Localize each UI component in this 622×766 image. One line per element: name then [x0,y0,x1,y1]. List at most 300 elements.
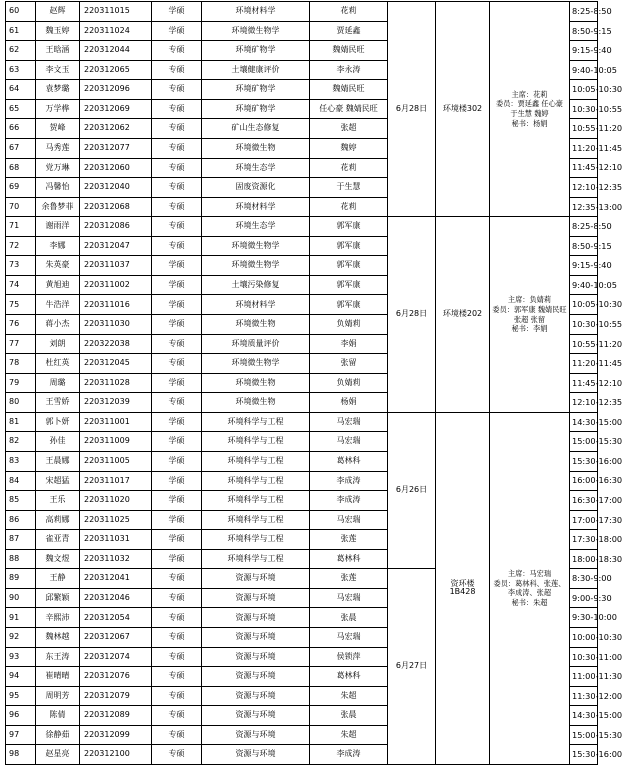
advisor: 张莲 [310,530,388,550]
student-id: 220311030 [80,315,152,335]
major: 矿山生态修复 [202,119,310,139]
row-number: 72 [6,236,36,256]
row-number: 66 [6,119,36,139]
committee-line: 委员：贾延鑫 任心豪 [496,99,563,109]
student-name: 雀亚青 [36,530,80,550]
committee-line: 秘书：杨娟 [511,118,548,128]
degree-type: 专硕 [152,608,202,628]
advisor: 李成涛 [310,745,388,765]
student-id: 220311009 [80,432,152,452]
student-name: 高莉娜 [36,510,80,530]
advisor: 李成涛 [310,471,388,491]
major: 环境科学与工程 [202,412,310,432]
student-name: 朱英豪 [36,256,80,276]
row-number: 64 [6,80,36,100]
time-slot: 17:00-17:30 [570,510,598,530]
student-name: 谢雨洋 [36,217,80,237]
advisor: 杨娟 [310,393,388,413]
degree-type: 学硕 [152,510,202,530]
student-id: 220311032 [80,549,152,569]
major: 环境微生物学 [202,236,310,256]
student-id: 220311037 [80,256,152,276]
time-slot: 11:45-12:10 [570,373,598,393]
row-number: 88 [6,549,36,569]
major: 环境生态学 [202,158,310,178]
row-number: 90 [6,588,36,608]
student-id: 220312076 [80,667,152,687]
row-number: 93 [6,647,36,667]
time-slot: 12:10-12:35 [570,393,598,413]
advisor: 负婧莉 [310,373,388,393]
major: 环境微生物 [202,373,310,393]
date-cell: 6月28日 [388,217,436,413]
major: 环境科学与工程 [202,471,310,491]
advisor: 张莲 [310,569,388,589]
degree-type: 专硕 [152,178,202,198]
student-id: 220311028 [80,373,152,393]
advisor: 贾延鑫 [310,21,388,41]
row-number: 62 [6,41,36,61]
time-slot: 16:30-17:00 [570,491,598,511]
student-id: 220312047 [80,236,152,256]
row-number: 97 [6,725,36,745]
row-number: 65 [6,99,36,119]
student-name: 宋超猛 [36,471,80,491]
time-slot: 15:00-15:30 [570,432,598,452]
degree-type: 学硕 [152,530,202,550]
student-name: 魏玉婷 [36,21,80,41]
degree-type: 专硕 [152,569,202,589]
major: 资源与环境 [202,588,310,608]
student-id: 220312060 [80,158,152,178]
committee-line: 主席：马宏瑞 [507,568,552,578]
major: 环境科学与工程 [202,432,310,452]
time-slot: 10:30-11:00 [570,647,598,667]
major: 环境科学与工程 [202,510,310,530]
time-slot: 10:55-11:20 [570,334,598,354]
advisor: 侯锁萍 [310,647,388,667]
row-number: 78 [6,354,36,374]
time-slot: 11:20-11:45 [570,138,598,158]
student-id: 220312100 [80,745,152,765]
major: 环境微生物学 [202,21,310,41]
major: 环境微生物 [202,393,310,413]
student-name: 袁梦璐 [36,80,80,100]
student-id: 220311025 [80,510,152,530]
row-number: 68 [6,158,36,178]
student-name: 魏文煜 [36,549,80,569]
student-id: 220312096 [80,80,152,100]
student-id: 220312089 [80,706,152,726]
student-name: 蒋小杰 [36,315,80,335]
degree-type: 专硕 [152,628,202,648]
degree-type: 专硕 [152,99,202,119]
time-slot: 15:30-16:00 [570,745,598,765]
row-number: 87 [6,530,36,550]
degree-type: 学硕 [152,256,202,276]
row-number: 96 [6,706,36,726]
degree-type: 学硕 [152,432,202,452]
degree-type: 学硕 [152,315,202,335]
student-id: 220312046 [80,588,152,608]
student-id: 220311031 [80,530,152,550]
major: 资源与环境 [202,569,310,589]
degree-type: 专硕 [152,725,202,745]
schedule-body [6,2,622,765]
committee-line: 主席：花莉 [511,89,548,99]
row-number: 79 [6,373,36,393]
time-slot: 9:40-10:05 [570,60,598,80]
time-slot: 9:15-9:40 [570,256,598,276]
advisor: 张晨 [310,608,388,628]
room-cell: 环境楼202 [436,217,490,413]
student-name: 余鲁梦菲 [36,197,80,217]
degree-type: 专硕 [152,393,202,413]
degree-type: 专硕 [152,686,202,706]
row-number: 98 [6,745,36,765]
date-cell: 6月27日 [388,569,436,765]
student-id: 220312054 [80,608,152,628]
degree-type: 专硕 [152,197,202,217]
advisor: 负婧莉 [310,315,388,335]
degree-type: 专硕 [152,217,202,237]
major: 环境科学与工程 [202,491,310,511]
time-slot: 11:00-11:30 [570,667,598,687]
degree-type: 专硕 [152,354,202,374]
committee-line: 秘书：李娟 [511,324,548,334]
student-name: 陈倩 [36,706,80,726]
degree-type: 专硕 [152,745,202,765]
time-slot: 14:30-15:00 [570,412,598,432]
defense-schedule-table [5,1,622,765]
major: 环境微生物学 [202,256,310,276]
student-id: 220312062 [80,119,152,139]
time-slot: 12:35-13:00 [570,197,598,217]
student-id: 220312044 [80,41,152,61]
time-slot: 8:25-8:50 [570,217,598,237]
student-id: 220312067 [80,628,152,648]
degree-type: 专硕 [152,706,202,726]
student-name: 万学桦 [36,99,80,119]
student-id: 220312065 [80,60,152,80]
time-slot: 8:25-8:50 [570,2,598,22]
student-id: 220311020 [80,491,152,511]
row-number: 77 [6,334,36,354]
student-name: 牛浩洋 [36,295,80,315]
row-number: 85 [6,491,36,511]
table-row [6,217,598,237]
student-id: 220312068 [80,197,152,217]
student-name: 东王涛 [36,647,80,667]
student-name: 杜红英 [36,354,80,374]
time-slot: 15:00-15:30 [570,725,598,745]
major: 资源与环境 [202,628,310,648]
major: 资源与环境 [202,686,310,706]
advisor: 郭军康 [310,275,388,295]
advisor: 张留 [310,354,388,374]
student-id: 220312041 [80,569,152,589]
student-id: 220311024 [80,21,152,41]
major: 环境质量评价 [202,334,310,354]
degree-type: 学硕 [152,21,202,41]
degree-type: 学硕 [152,275,202,295]
row-number: 73 [6,256,36,276]
degree-type: 学硕 [152,491,202,511]
committee-cell [490,217,570,413]
committee-line: 主席：负婧莉 [507,295,552,305]
advisor: 李娟 [310,334,388,354]
student-name: 周璐 [36,373,80,393]
advisor: 郭军康 [310,217,388,237]
degree-type: 学硕 [152,549,202,569]
major: 环境科学与工程 [202,549,310,569]
major: 环境材料学 [202,295,310,315]
student-id: 220322038 [80,334,152,354]
degree-type: 专硕 [152,588,202,608]
major: 环境微生物学 [202,354,310,374]
major: 环境矿物学 [202,80,310,100]
row-number: 91 [6,608,36,628]
degree-type: 专硕 [152,334,202,354]
major: 环境矿物学 [202,41,310,61]
row-number: 67 [6,138,36,158]
advisor: 花莉 [310,197,388,217]
row-number: 92 [6,628,36,648]
time-slot: 12:10-12:35 [570,178,598,198]
committee-cell [490,412,570,764]
row-number: 95 [6,686,36,706]
advisor: 李成涛 [310,491,388,511]
advisor: 花莉 [310,158,388,178]
student-id: 220311017 [80,471,152,491]
committee-line: 李成涛、张超 [507,588,552,598]
student-name: 邱繁颖 [36,588,80,608]
student-id: 220311001 [80,412,152,432]
committee-line: 张超 张留 [513,314,546,324]
student-name: 崔晴晴 [36,667,80,687]
advisor: 郭军康 [310,295,388,315]
major: 资源与环境 [202,608,310,628]
time-slot: 9:40-10:05 [570,275,598,295]
student-id: 220312086 [80,217,152,237]
committee-cell [490,2,570,217]
advisor: 马宏瑞 [310,588,388,608]
major: 土壤污染修复 [202,275,310,295]
time-slot: 9:15-9:40 [570,41,598,61]
time-slot: 10:00-10:30 [570,628,598,648]
room-cell: 环境楼302 [436,2,490,217]
student-id: 220311016 [80,295,152,315]
row-number: 69 [6,178,36,198]
advisor: 马宏瑞 [310,628,388,648]
degree-type: 专硕 [152,236,202,256]
student-id: 220312074 [80,647,152,667]
student-name: 王乐 [36,491,80,511]
student-name: 赵星亮 [36,745,80,765]
advisor: 朱超 [310,725,388,745]
student-name: 李文玉 [36,60,80,80]
major: 环境生态学 [202,217,310,237]
advisor: 马宏瑞 [310,412,388,432]
date-cell: 6月28日 [388,2,436,217]
advisor: 葛林科 [310,451,388,471]
table-row [6,2,598,22]
row-number: 86 [6,510,36,530]
advisor: 葛林科 [310,667,388,687]
time-slot: 10:30-10:55 [570,99,598,119]
degree-type: 学硕 [152,471,202,491]
advisor: 葛林科 [310,549,388,569]
row-number: 71 [6,217,36,237]
student-id: 220312039 [80,393,152,413]
advisor: 马宏瑞 [310,432,388,452]
student-name: 黄旭迪 [36,275,80,295]
student-name: 徐静茹 [36,725,80,745]
major: 资源与环境 [202,667,310,687]
room-cell: 资环楼 1B428 [436,412,490,764]
row-number: 75 [6,295,36,315]
time-slot: 10:55-11:20 [570,119,598,139]
committee-line: 委员：葛林科、张莲、 [493,578,566,588]
time-slot: 16:00-16:30 [570,471,598,491]
advisor: 花莉 [310,2,388,22]
degree-type: 专硕 [152,158,202,178]
committee-line: 秘书：朱超 [511,598,548,608]
student-name: 冯馨怡 [36,178,80,198]
student-name: 辛熙沛 [36,608,80,628]
row-number: 83 [6,451,36,471]
time-slot: 9:30-10:00 [570,608,598,628]
student-id: 220312040 [80,178,152,198]
advisor: 魏婧民旺 [310,80,388,100]
row-number: 76 [6,315,36,335]
row-number: 70 [6,197,36,217]
student-id: 220311002 [80,275,152,295]
committee-line: 于生慧 魏婷 [510,109,549,119]
student-id: 220311015 [80,2,152,22]
advisor: 任心豪 魏婧民旺 [310,99,388,119]
row-number: 89 [6,569,36,589]
major: 资源与环境 [202,725,310,745]
student-name: 王晗涵 [36,41,80,61]
student-id: 220312069 [80,99,152,119]
advisor: 魏婷 [310,138,388,158]
degree-type: 专硕 [152,41,202,61]
advisor: 张超 [310,119,388,139]
major: 环境微生物 [202,315,310,335]
time-slot: 10:30-10:55 [570,315,598,335]
time-slot: 9:00-9:30 [570,588,598,608]
row-number: 80 [6,393,36,413]
student-name: 党万琳 [36,158,80,178]
row-number: 84 [6,471,36,491]
major: 资源与环境 [202,706,310,726]
committee-line: 委员：郭军康 魏婧民旺 [492,304,567,314]
row-number: 61 [6,21,36,41]
major: 环境科学与工程 [202,451,310,471]
time-slot: 17:30-18:00 [570,530,598,550]
student-name: 刘朗 [36,334,80,354]
row-number: 74 [6,275,36,295]
row-number: 82 [6,432,36,452]
time-slot: 11:20-11:45 [570,354,598,374]
major: 资源与环境 [202,745,310,765]
advisor: 于生慧 [310,178,388,198]
major: 环境微生物 [202,138,310,158]
student-name: 王雪娇 [36,393,80,413]
major: 土壤健康评价 [202,60,310,80]
advisor: 郭军康 [310,236,388,256]
advisor: 李永涛 [310,60,388,80]
advisor: 马宏瑞 [310,510,388,530]
date-cell: 6月26日 [388,412,436,569]
degree-type: 专硕 [152,667,202,687]
advisor: 郭军康 [310,256,388,276]
time-slot: 8:30-9:00 [570,569,598,589]
row-number: 94 [6,667,36,687]
major: 固废资源化 [202,178,310,198]
student-name: 孙佳 [36,432,80,452]
degree-type: 学硕 [152,373,202,393]
degree-type: 学硕 [152,412,202,432]
degree-type: 学硕 [152,451,202,471]
advisor: 朱超 [310,686,388,706]
major: 环境材料学 [202,197,310,217]
major: 环境科学与工程 [202,530,310,550]
student-name: 魏林越 [36,628,80,648]
advisor: 张晨 [310,706,388,726]
time-slot: 18:00-18:30 [570,549,598,569]
degree-type: 专硕 [152,80,202,100]
time-slot: 14:30-15:00 [570,706,598,726]
student-name: 赵辉 [36,2,80,22]
student-id: 220311005 [80,451,152,471]
time-slot: 10:05-10:30 [570,295,598,315]
degree-type: 学硕 [152,295,202,315]
degree-type: 专硕 [152,647,202,667]
row-number: 81 [6,412,36,432]
row-number: 60 [6,2,36,22]
table-row [6,412,598,432]
row-number: 63 [6,60,36,80]
degree-type: 学硕 [152,2,202,22]
student-id: 220312077 [80,138,152,158]
student-id: 220312099 [80,725,152,745]
time-slot: 8:50-9:15 [570,21,598,41]
degree-type: 专硕 [152,138,202,158]
major: 环境材料学 [202,2,310,22]
time-slot: 11:30-12:00 [570,686,598,706]
degree-type: 专硕 [152,60,202,80]
time-slot: 11:45-12:10 [570,158,598,178]
student-name: 贺峰 [36,119,80,139]
degree-type: 专硕 [152,119,202,139]
student-name: 马秀莲 [36,138,80,158]
major: 资源与环境 [202,647,310,667]
student-name: 李娜 [36,236,80,256]
student-name: 王静 [36,569,80,589]
student-name: 王晨娜 [36,451,80,471]
time-slot: 8:50-9:15 [570,236,598,256]
student-name: 郭卜妍 [36,412,80,432]
student-name: 周明芳 [36,686,80,706]
major: 环境矿物学 [202,99,310,119]
advisor: 魏婧民旺 [310,41,388,61]
student-id: 220312079 [80,686,152,706]
time-slot: 10:05-10:30 [570,80,598,100]
student-id: 220312045 [80,354,152,374]
time-slot: 15:30-16:00 [570,451,598,471]
